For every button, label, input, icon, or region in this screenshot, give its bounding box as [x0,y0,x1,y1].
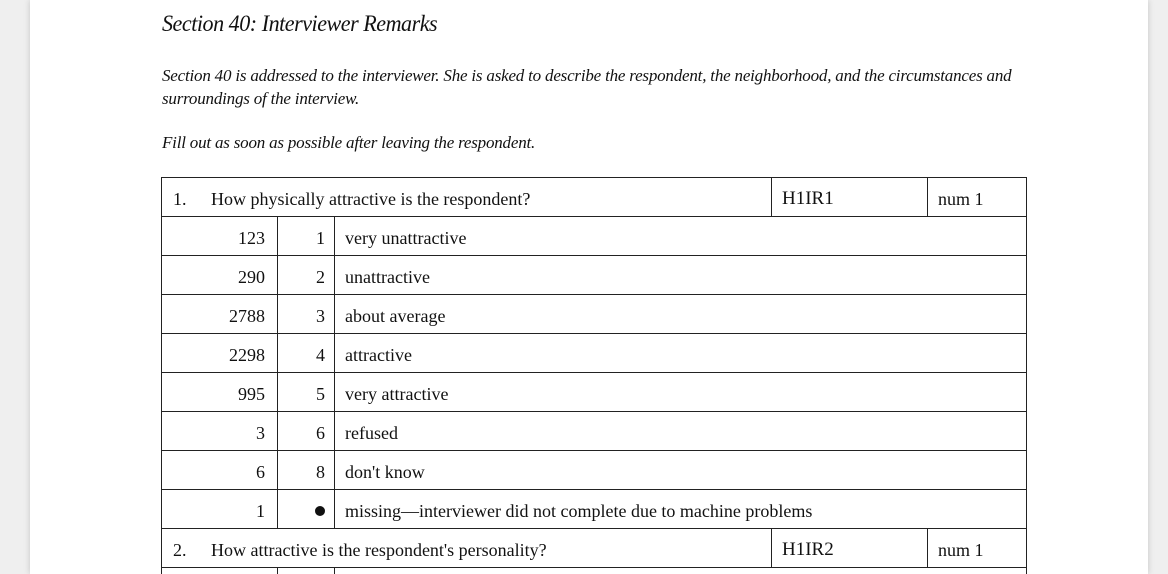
answer-code: 6 [277,412,335,450]
answer-row [161,568,1027,574]
answer-frequency: 123 [238,228,265,248]
answer-code: 5 [277,373,335,411]
answer-row [161,451,1027,490]
variable-name: H1IR1 [771,178,928,216]
answer-frequency: 995 [238,384,265,404]
question-number: 2. [173,540,187,560]
answer-row [161,217,1027,256]
answer-code: 3 [277,295,335,333]
question-number: 1. [173,189,187,209]
variable-type: num 1 [927,529,1037,567]
answer-frequency: 6 [256,462,265,482]
instruction-note: Fill out as soon as possible after leaving the respondent. [162,133,536,152]
section-title: Section 40: Interviewer Remarks [162,11,438,36]
answer-row [161,295,1027,334]
answer-code [277,568,335,574]
answer-frequency: 2788 [229,306,265,326]
answer-frequency: 2298 [229,345,265,365]
answer-row [161,373,1027,412]
answer-label: don't know [334,451,425,489]
answer-label [334,568,345,574]
bullet-icon [315,506,325,516]
question-text: How physically attractive is the respondent? [211,189,531,209]
answer-label: about average [334,295,445,333]
answer-label: attractive [334,334,412,372]
answer-label: missing—interviewer did not complete due to machine problems [334,490,812,528]
answer-code: 1 [277,217,335,255]
variable-name: H1IR2 [771,529,928,567]
question-row [161,178,1027,217]
answer-label: unattractive [334,256,430,294]
answer-row [161,256,1027,295]
answer-frequency [162,568,265,574]
intro-paragraph: Section 40 is addressed to the interviewer. She is asked to describe the respondent, the neighborhood, and the circumstances and surroundings of the interview. [162,66,1012,108]
answer-row [161,334,1027,373]
answer-code: 2 [277,256,335,294]
answer-frequency: 290 [238,267,265,287]
answer-code: 4 [277,334,335,372]
answer-frequency: 1 [256,501,265,521]
answer-label: very attractive [334,373,448,411]
codebook-table [161,177,1027,574]
document-page [30,0,1148,574]
answer-frequency: 3 [256,423,265,443]
question-row [161,529,1027,568]
answer-row [161,490,1027,529]
answer-row [161,412,1027,451]
answer-code: 8 [277,451,335,489]
variable-type: num 1 [927,178,1037,216]
answer-label: very unattractive [334,217,466,255]
question-text: How attractive is the respondent's personality? [211,540,547,560]
answer-code [277,490,335,528]
answer-label: refused [334,412,398,450]
